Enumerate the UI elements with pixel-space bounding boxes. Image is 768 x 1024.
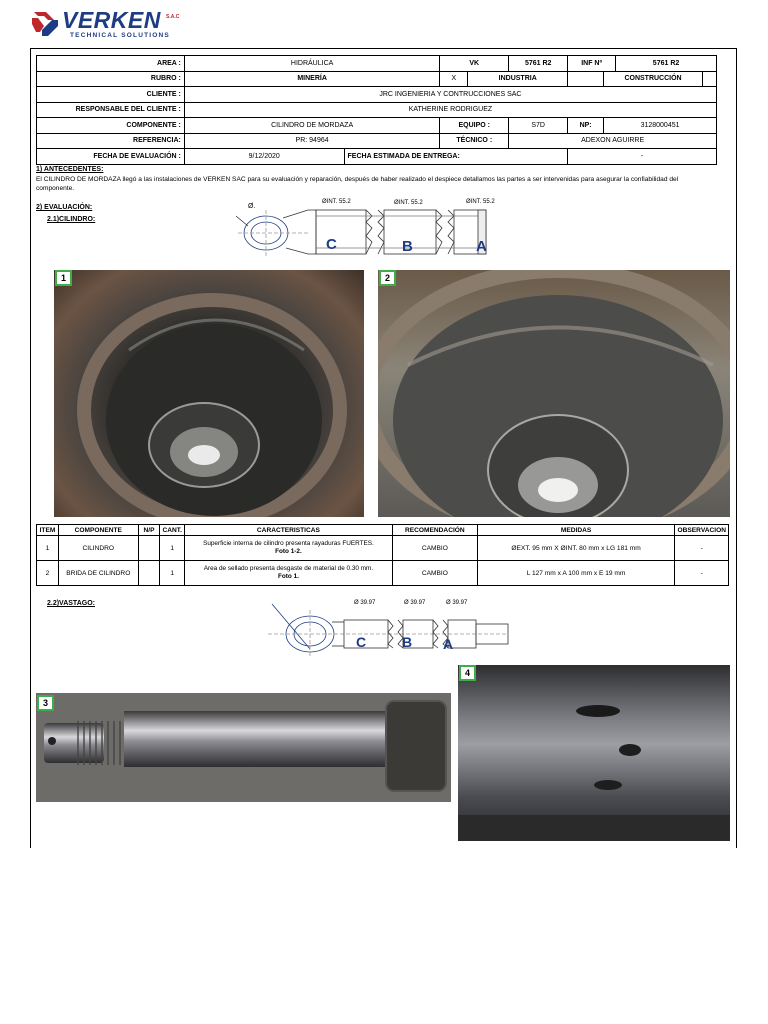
cylinder-drawing	[228, 196, 510, 264]
cylinder-section-c: C	[326, 236, 337, 253]
caracteristicas-text: Area de sellado presenta desgaste de material de 0.30 mm.	[203, 564, 374, 572]
cell-componente: CILINDRO	[58, 536, 138, 561]
cylinder-dim-a: ØINT. 55.2	[466, 199, 495, 205]
cliente-value: JRC INGENIERIA Y CONTRUCCIONES SAC	[184, 87, 716, 103]
cylinder-section-b: B	[402, 238, 413, 255]
industria-label: INDUSTRIA	[468, 71, 568, 87]
referencia-value: PR: 94964	[184, 133, 439, 149]
foto-reference: Foto 1-2.	[275, 548, 302, 555]
fecha-entrega-label: FECHA ESTIMADA DE ENTREGA:	[344, 149, 568, 165]
cell-cant: 1	[160, 536, 184, 561]
brand-tagline: TECHNICAL SOLUTIONS	[70, 32, 170, 39]
rod-section-a: A	[443, 636, 454, 652]
table-row	[37, 536, 729, 561]
items-table	[36, 524, 729, 586]
responsable-value: KATHERINE RODRIGUEZ	[184, 102, 716, 118]
cell-item: 2	[37, 561, 59, 586]
row-rubro	[37, 71, 717, 87]
antecedentes-title: 1) ANTECEDENTES:	[36, 166, 104, 173]
rod-dim-a: Ø 39.97	[446, 600, 468, 606]
photo-3	[36, 693, 451, 802]
photo-1-image	[54, 270, 364, 517]
rod-section-b: B	[402, 634, 413, 650]
cell-medidas: L 127 mm x A 100 mm x E 19 mm	[477, 561, 675, 586]
brand-name: VERKEN	[62, 7, 161, 33]
equipo-label: EQUIPO :	[440, 118, 509, 134]
verken-logo-icon	[28, 8, 60, 40]
componente-label: COMPONENTE :	[37, 118, 185, 134]
fecha-evaluacion-label: FECHA DE EVALUACIÓN :	[37, 149, 185, 165]
rod-section-c: C	[356, 634, 367, 650]
caracteristicas-text: Superficie interna de cilindro presenta rayaduras FUERTES.	[203, 539, 374, 547]
cell-medidas: ØEXT. 95 mm X ØINT. 80 mm x LG 181 mm	[477, 536, 675, 561]
photo-2-image	[378, 270, 730, 517]
construccion-label: CONSTRUCCIÓN	[604, 71, 703, 87]
area-value: HIDRÁULICA	[184, 56, 439, 72]
foto-reference: Foto 1.	[277, 573, 299, 580]
rod-dim-b: Ø 39.97	[404, 600, 426, 606]
inf-label: INF Nº	[568, 56, 616, 72]
rod-dim-c: Ø 39.97	[354, 600, 376, 606]
cylinder-diameter-symbol: Ø.	[248, 203, 256, 210]
photo-4-tag: 4	[459, 665, 476, 681]
items-table-header	[37, 525, 729, 536]
photo-2	[378, 270, 730, 517]
referencia-label: REFERENCIA:	[37, 133, 185, 149]
row-cliente	[37, 87, 717, 103]
cell-observacion: -	[675, 536, 729, 561]
fecha-evaluacion-value: 9/12/2020	[184, 149, 344, 165]
cell-item: 1	[37, 536, 59, 561]
photo-2-tag: 2	[379, 270, 396, 286]
rubro-checkbox: X	[440, 71, 468, 87]
cylinder-dim-c: ØINT. 55.2	[322, 199, 351, 205]
photo-1	[54, 270, 364, 517]
componente-value: CILINDRO DE MORDAZA	[184, 118, 439, 134]
photo-3-tag: 3	[37, 695, 54, 711]
company-logo	[28, 8, 178, 40]
vk-value: 5761 R2	[509, 56, 568, 72]
col-header-componente: COMPONENTE	[58, 525, 138, 536]
vk-label: VK	[440, 56, 509, 72]
row-componente	[37, 118, 717, 134]
rubro-label: RUBRO :	[37, 71, 185, 87]
construccion-checkbox	[702, 71, 716, 87]
col-header-observacion: OBSERVACION	[675, 525, 729, 536]
evaluacion-title: 2) EVALUACIÓN:	[36, 204, 93, 211]
cell-cant: 1	[160, 561, 184, 586]
cell-observacion: -	[675, 561, 729, 586]
cell-np	[138, 536, 160, 561]
inf-value: 5761 R2	[616, 56, 717, 72]
cell-recomendacion: CAMBIO	[392, 561, 477, 586]
tecnico-value: ADEXON AGUIRRE	[509, 133, 717, 149]
cylinder-dim-b: ØINT. 55.2	[394, 200, 423, 206]
cell-caracteristicas	[184, 561, 392, 586]
header-info-table	[36, 55, 717, 165]
photo-3-image	[36, 693, 451, 802]
vastago-section-title: 2.2)VASTAGO:	[47, 600, 95, 607]
equipo-value: S7D	[509, 118, 568, 134]
row-referencia	[37, 133, 717, 149]
np-label: NP:	[568, 118, 604, 134]
table-row	[37, 561, 729, 586]
responsable-label: RESPONSABLE DEL CLIENTE :	[37, 102, 185, 118]
col-header-caracteristicas: CARACTERISTICAS	[184, 525, 392, 536]
cell-np	[138, 561, 160, 586]
photo-4	[458, 665, 730, 841]
area-label: AREA :	[37, 56, 185, 72]
tecnico-label: TÉCNICO :	[440, 133, 509, 149]
col-header-cant: CANT.	[160, 525, 184, 536]
cell-caracteristicas	[184, 536, 392, 561]
photo-4-image	[458, 665, 730, 841]
row-fechas	[37, 149, 717, 165]
cell-componente: BRIDA DE CILINDRO	[58, 561, 138, 586]
row-responsable	[37, 102, 717, 118]
industria-checkbox	[568, 71, 604, 87]
cliente-label: CLIENTE :	[37, 87, 185, 103]
cilindro-section-title: 2.1)CILINDRO:	[47, 216, 96, 223]
col-header-recomendacion: RECOMENDACIÓN	[392, 525, 477, 536]
cell-recomendacion: CAMBIO	[392, 536, 477, 561]
rubro-value: MINERÍA	[184, 71, 439, 87]
brand-suffix: S.A.C	[166, 14, 180, 20]
np-value: 3128000451	[604, 118, 717, 134]
fecha-entrega-value: -	[568, 149, 717, 165]
antecedentes-text: El CILINDRO DE MORDAZA llegó a las instalaciones de VERKEN SAC para su evaluación y reparación, después de haber realizado el despiece detallamos las partes a ser intervenidas para asegurar la confiabilidad del componente.	[36, 176, 679, 192]
col-header-medidas: MEDIDAS	[477, 525, 675, 536]
row-area	[37, 56, 717, 72]
col-header-item: ITEM	[37, 525, 59, 536]
rod-drawing	[238, 594, 513, 660]
photo-1-tag: 1	[55, 270, 72, 286]
cylinder-section-a: A	[476, 238, 487, 255]
col-header-np: N/P	[138, 525, 160, 536]
